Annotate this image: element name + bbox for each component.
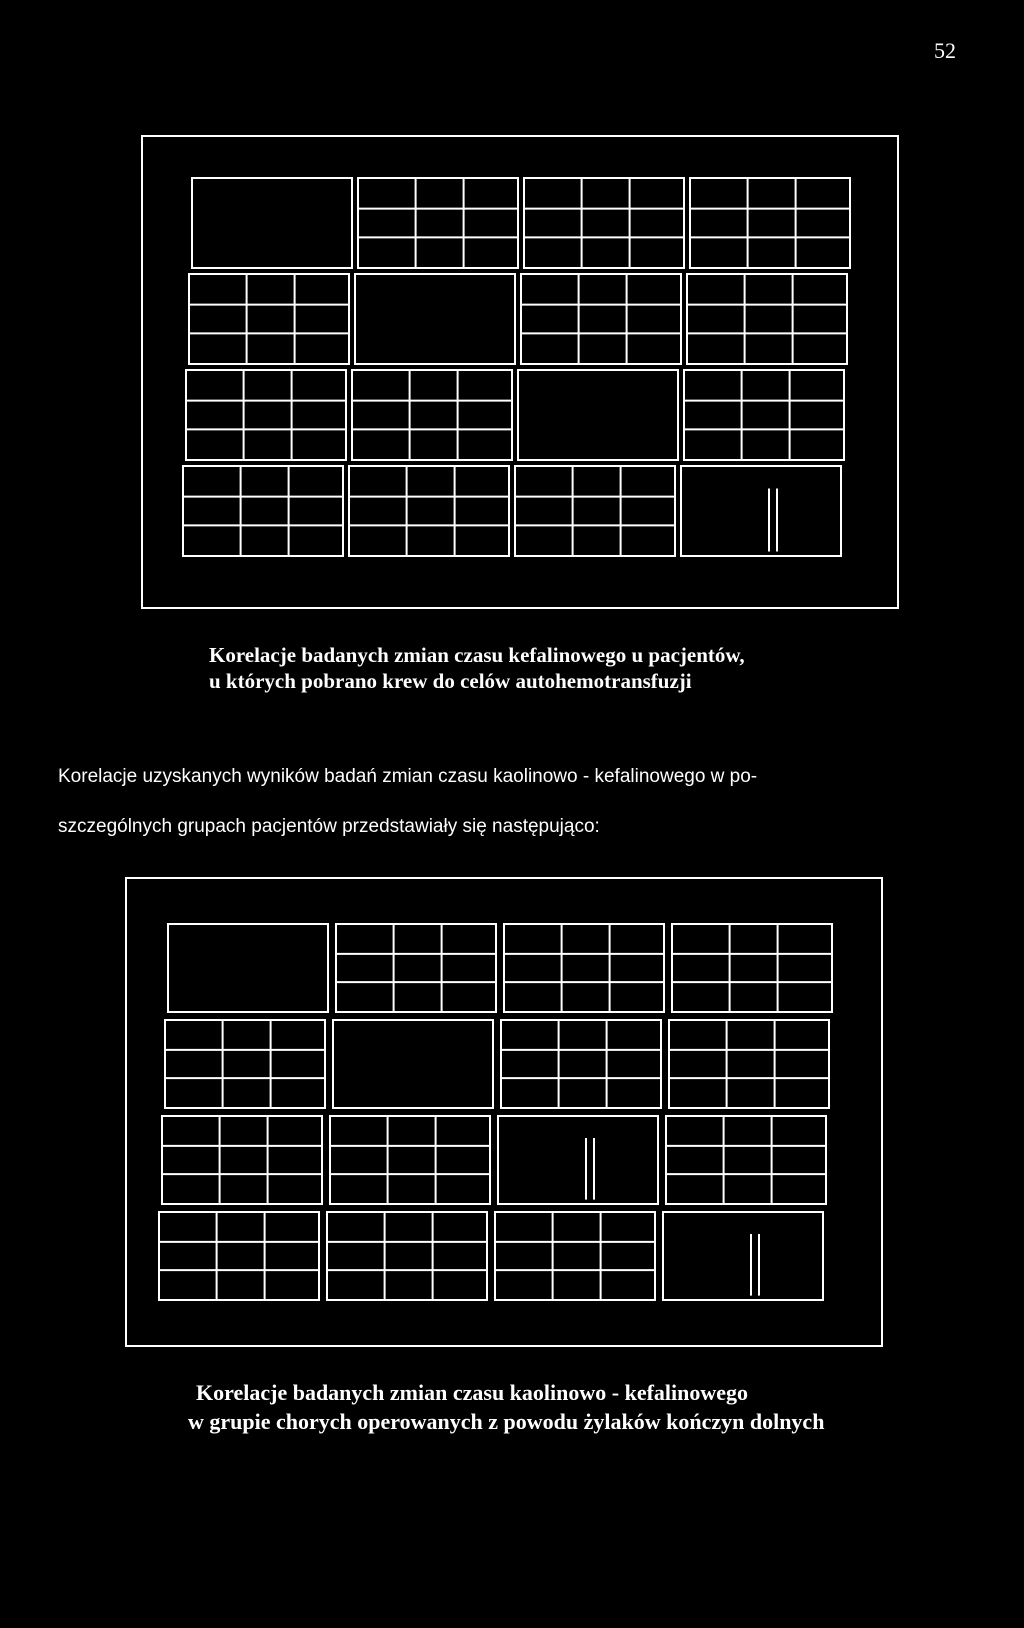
matrix-cell	[186, 370, 346, 460]
matrix-cell	[192, 178, 352, 268]
figure-2-caption-line-2: w grupie chorych operowanych z powodu żylaków kończyn dolnych	[188, 1409, 825, 1434]
matrix-cell	[501, 1020, 661, 1108]
matrix-cell	[681, 466, 841, 556]
matrix-cell	[336, 924, 496, 1012]
matrix-cell	[159, 1212, 319, 1300]
matrix-cell	[168, 924, 328, 1012]
matrix-cell	[333, 1020, 493, 1108]
figure-1-caption-line-1: Korelacje badanych zmian czasu kefalinowego u pacjentów,	[209, 643, 745, 667]
figure-2-caption-line-1: Korelacje badanych zmian czasu kaolinowo - kefalinowego	[196, 1380, 749, 1405]
body-paragraph	[58, 752, 757, 852]
matrix-cell	[327, 1212, 487, 1300]
matrix-cell	[518, 370, 678, 460]
matrix-cell	[355, 274, 515, 364]
matrix-cell	[498, 1116, 658, 1204]
figure-1-caption	[209, 642, 745, 694]
matrix-cell	[504, 924, 664, 1012]
matrix-cell	[183, 466, 343, 556]
matrix-cell	[666, 1116, 826, 1204]
page-number: 52	[934, 38, 956, 63]
matrix-cell	[515, 466, 675, 556]
matrix-cell	[524, 178, 684, 268]
matrix-cell	[330, 1116, 490, 1204]
figure-frame	[142, 136, 898, 608]
paragraph-line-1: Korelacje uzyskanych wyników badań zmian czasu kaolinowo - kefalinowego w po-	[58, 766, 758, 787]
matrix-cell	[690, 178, 850, 268]
correlation-matrix-figure-2	[124, 876, 884, 1348]
matrix-cell	[672, 924, 832, 1012]
matrix-cell	[189, 274, 349, 364]
matrix-cell	[495, 1212, 655, 1300]
matrix-cell	[162, 1116, 322, 1204]
matrix-cell	[521, 274, 681, 364]
matrix-cell	[669, 1020, 829, 1108]
matrix-cell	[684, 370, 844, 460]
figure-1-caption-line-2: u których pobrano krew do celów autohemotransfuzji	[209, 669, 692, 693]
matrix-cell	[663, 1212, 823, 1300]
paragraph-line-2: szczególnych grupach pacjentów przedstawiały się następująco:	[58, 816, 600, 837]
matrix-cell	[352, 370, 512, 460]
matrix-cell	[349, 466, 509, 556]
matrix-cell	[165, 1020, 325, 1108]
matrix-cell	[687, 274, 847, 364]
figure-2-caption	[188, 1378, 824, 1436]
matrix-cell	[358, 178, 518, 268]
correlation-matrix-figure-1	[140, 134, 900, 610]
